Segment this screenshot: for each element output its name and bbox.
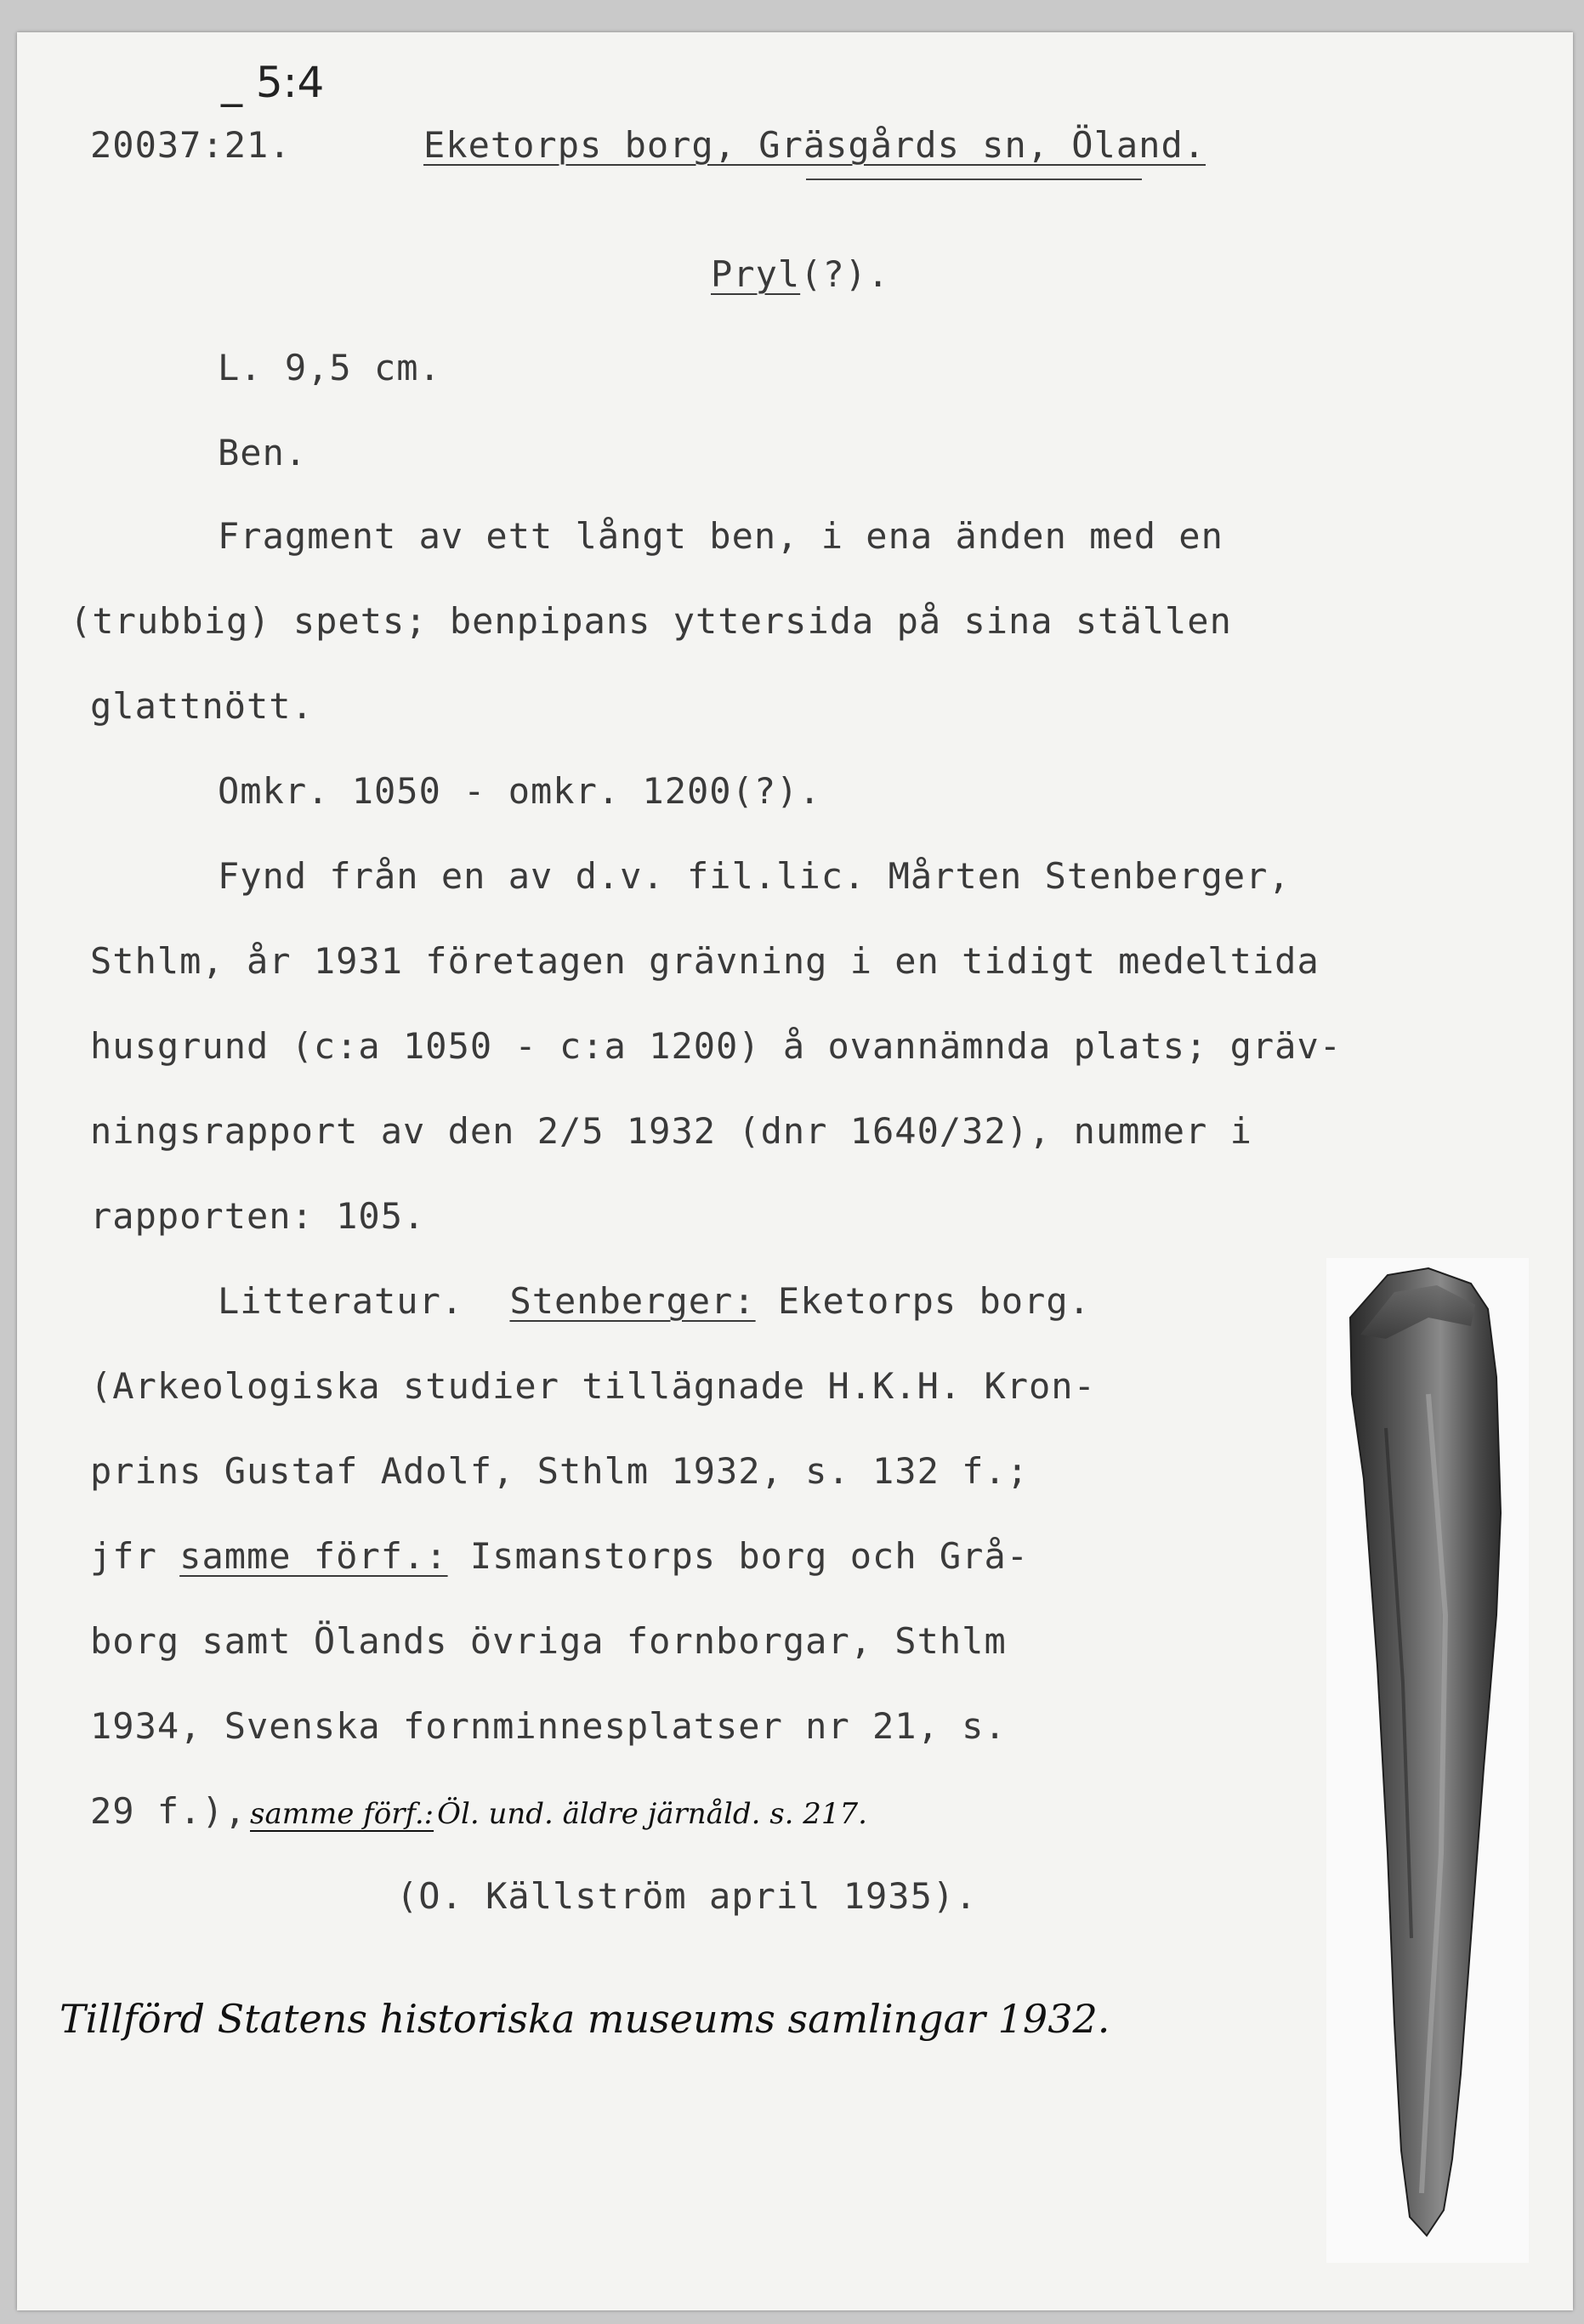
literature-line-7-typed: 29 f.), [90,1790,247,1832]
description-line-1: Fragment av ett långt ben, i ena änden med en [218,515,1223,557]
literature-line-5: borg samt Ölands övriga fornborgar, Sthlm [90,1620,1007,1662]
literature-line-7 [90,1790,867,1832]
find-line-1: Fynd från en av d.v. fil.lic. Mårten Stenberger, [218,855,1291,897]
literature-label: Litteratur. [218,1280,464,1322]
object-title [711,253,889,295]
literature-jfr: jfr [90,1535,157,1577]
description-line-3: glattnött. [90,685,314,727]
catalog-card [17,32,1573,2310]
literature-author: Stenberger: [509,1280,756,1322]
literature-title: Eketorps borg. [777,1280,1091,1322]
literature-line-1 [218,1280,1091,1322]
literature-line-3: prins Gustaf Adolf, Sthlm 1932, s. 132 f.; [90,1450,1030,1492]
literature-line-7-hand-author: samme förf.: [250,1797,434,1831]
literature-line-7-hand: Öl. und. äldre järnåld. s. 217. [437,1797,867,1831]
length-line: L. 9,5 cm. [218,347,441,388]
literature-line-6: 1934, Svenska fornminnesplatser nr 21, s. [90,1705,1007,1747]
find-line-4: ningsrapport av den 2/5 1932 (dnr 1640/32), nummer i [90,1110,1252,1152]
find-location: Eketorps borg, Gräsgårds sn, Öland. [423,124,1206,166]
location-underline-rule [806,179,1142,180]
bone-awl-image [1326,1258,1529,2263]
handwritten-top-note: _ 5:4 [221,58,325,107]
object-suffix: (?). [800,253,890,295]
object-photograph [1326,1258,1529,2263]
catalog-number: 20037:21. [90,124,292,166]
literature-line-2: (Arkeologiska studier tillägnade H.K.H. Kron- [90,1365,1096,1407]
literature-second-title: Ismanstorps borg och Grå- [469,1535,1030,1577]
material-line: Ben. [218,432,308,473]
literature-same-author: samme förf.: [179,1535,448,1577]
find-line-5: rapporten: 105. [90,1195,426,1237]
object-name: Pryl [711,253,801,295]
find-line-2: Sthlm, år 1931 företagen grävning i en tidigt medeltida [90,940,1320,982]
description-line-2: (trubbig) spets; benpipans yttersida på sina ställen [70,600,1232,642]
signature-line: (O. Källström april 1935). [396,1875,978,1917]
handwritten-accession-note: Tillförd Statens historiska museums samlingar 1932. [60,1996,1110,2042]
literature-line-4 [90,1535,1029,1577]
dating-line: Omkr. 1050 - omkr. 1200(?). [218,770,821,812]
find-line-3: husgrund (c:a 1050 - c:a 1200) å ovannämnda plats; gräv- [90,1025,1343,1067]
